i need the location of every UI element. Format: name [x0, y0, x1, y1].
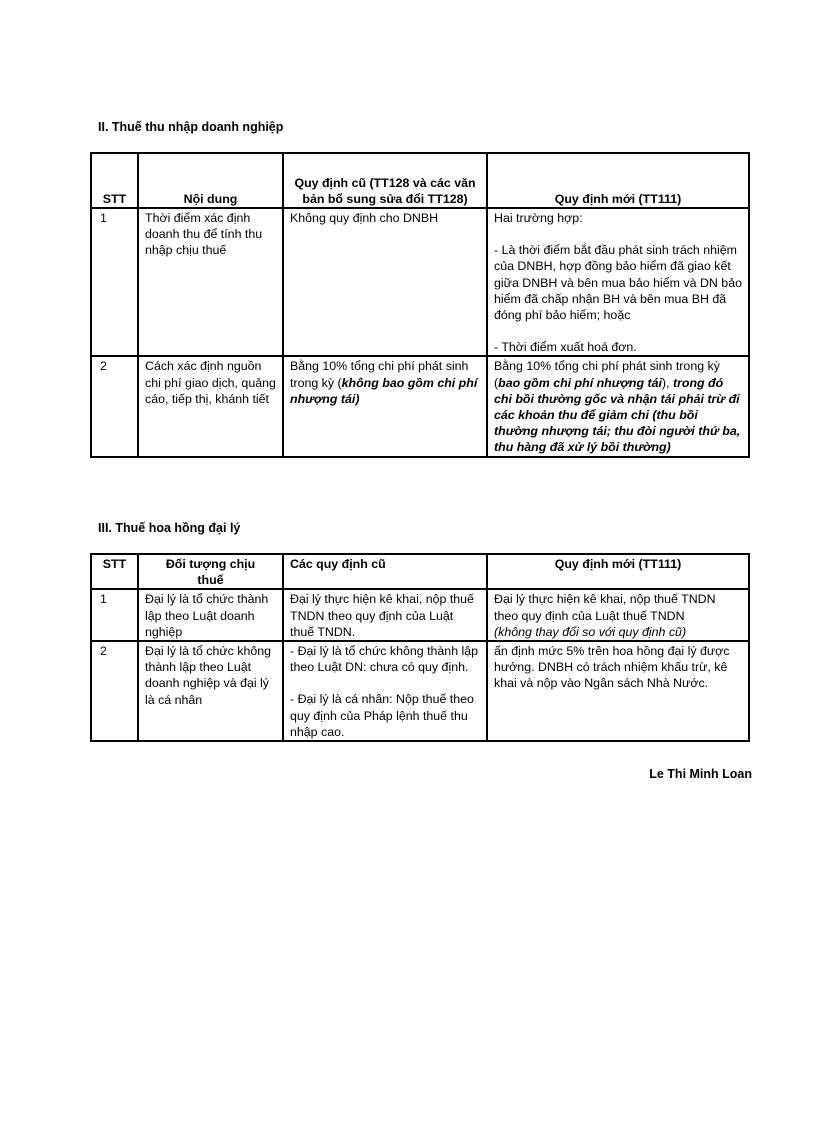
row-new-rule: ấn định mức 5% trên hoa hồng đại lý được hưởng. DNBH có trách nhiệm khấu trừ, kê khai và nộp vào Ngân sách Nhà Nước.: [487, 641, 749, 741]
new-rule-emphasis-1: bao gồm chi phí nhượng tái: [498, 375, 662, 390]
row-old-rule: [283, 356, 487, 456]
header-content: Nội dung: [138, 153, 283, 208]
row-stt: 1: [91, 208, 138, 356]
header-new-rule: Quy định mới (TT111): [487, 153, 749, 208]
row-content: Thời điểm xác định doanh thu để tính thu nhập chịu thuế: [138, 208, 283, 356]
new-rule-case-2: - Thời điểm xuất hoá đơn.: [494, 340, 637, 355]
table-header-row: [91, 153, 749, 208]
row-subject: Đại lý là tổ chức không thành lập theo Luật doanh nghiệp và đại lý là cá nhân: [138, 641, 283, 741]
new-rule-text-2: ),: [661, 375, 673, 390]
table-row: [91, 589, 749, 641]
table-row: [91, 356, 749, 456]
new-rule-text: Đại lý thực hiện kê khai, nộp thuế TNDN theo quy định của Luật thuế TNDN: [494, 592, 716, 623]
header-subject: Đối tượng chịu thuế: [138, 554, 283, 589]
row-stt: 2: [91, 641, 138, 741]
new-rule-emphasis-2: trong đó chi bồi thường gốc và nhận tái phải trừ đi các khoản thu để giảm chi (thu bồi thường nhượng tái; thu đòi người thứ ba, thu hàng đã xử lý bồi thường): [494, 375, 741, 455]
new-rule-case-1: - Là thời điểm bắt đầu phát sinh trách nhiệm của DNBH, hợp đồng bảo hiểm đã giao kết giữa DNBH và bên mua bảo hiểm và DN bảo hiểm đã chấp nhận BH và bên mua BH đã đóng phí bảo hiểm; hoặc: [494, 243, 742, 323]
row-new-rule: [487, 356, 749, 456]
row-subject: Đại lý là tổ chức thành lập theo Luật doanh nghiệp: [138, 589, 283, 641]
old-rule-case-2: - Đại lý là cá nhân: Nộp thuế theo quy định của Pháp lệnh thuế thu nhập cao.: [290, 692, 474, 739]
table-header-row: [91, 554, 749, 589]
header-stt: STT: [91, 153, 138, 208]
cit-comparison-table: [90, 152, 750, 458]
header-old-rules: Các quy định cũ: [283, 554, 487, 589]
header-stt: STT: [91, 554, 138, 589]
new-rule-text: Bằng 10% tổng chi phí phát sinh trong kỳ (: [494, 359, 720, 390]
old-rule-case-1: - Đại lý là tổ chức không thành lập theo Luật DN: chưa có quy định.: [290, 644, 479, 675]
row-old-rule: [283, 641, 487, 741]
old-rule-emphasis: không bao gồm chi phí nhượng tái): [290, 375, 478, 406]
table-row: [91, 641, 749, 741]
new-rule-note: (không thay đổi so với quy định cũ): [494, 624, 687, 639]
row-content: Cách xác định nguồn chi phí giao dịch, quảng cáo, tiếp thị, khánh tiết: [138, 356, 283, 456]
old-rule-text: Bằng 10% tổng chi phí phát sinh trong kỳ (: [290, 359, 469, 390]
section-2-title: II. Thuế thu nhập doanh nghiệp: [98, 120, 284, 134]
author-signature: Le Thi Minh Loan: [649, 767, 752, 781]
row-new-rule: [487, 589, 749, 641]
section-3-title: III. Thuế hoa hồng đại lý: [98, 521, 241, 535]
row-new-rule: [487, 208, 749, 356]
row-old-rule: Không quy định cho DNBH: [283, 208, 487, 356]
row-old-rule: Đại lý thực hiện kê khai, nộp thuế TNDN theo quy định của Luật thuế TNDN.: [283, 589, 487, 641]
header-old-rule: Quy định cũ (TT128 và các văn bản bổ sung sửa đổi TT128): [283, 153, 487, 208]
header-new-rule: Quy định mới (TT111): [487, 554, 749, 589]
row-stt: 1: [91, 589, 138, 641]
new-rule-intro: Hai trường hợp:: [494, 211, 583, 225]
table-row: [91, 208, 749, 356]
row-stt: 2: [91, 356, 138, 456]
agency-commission-table: [90, 553, 750, 742]
